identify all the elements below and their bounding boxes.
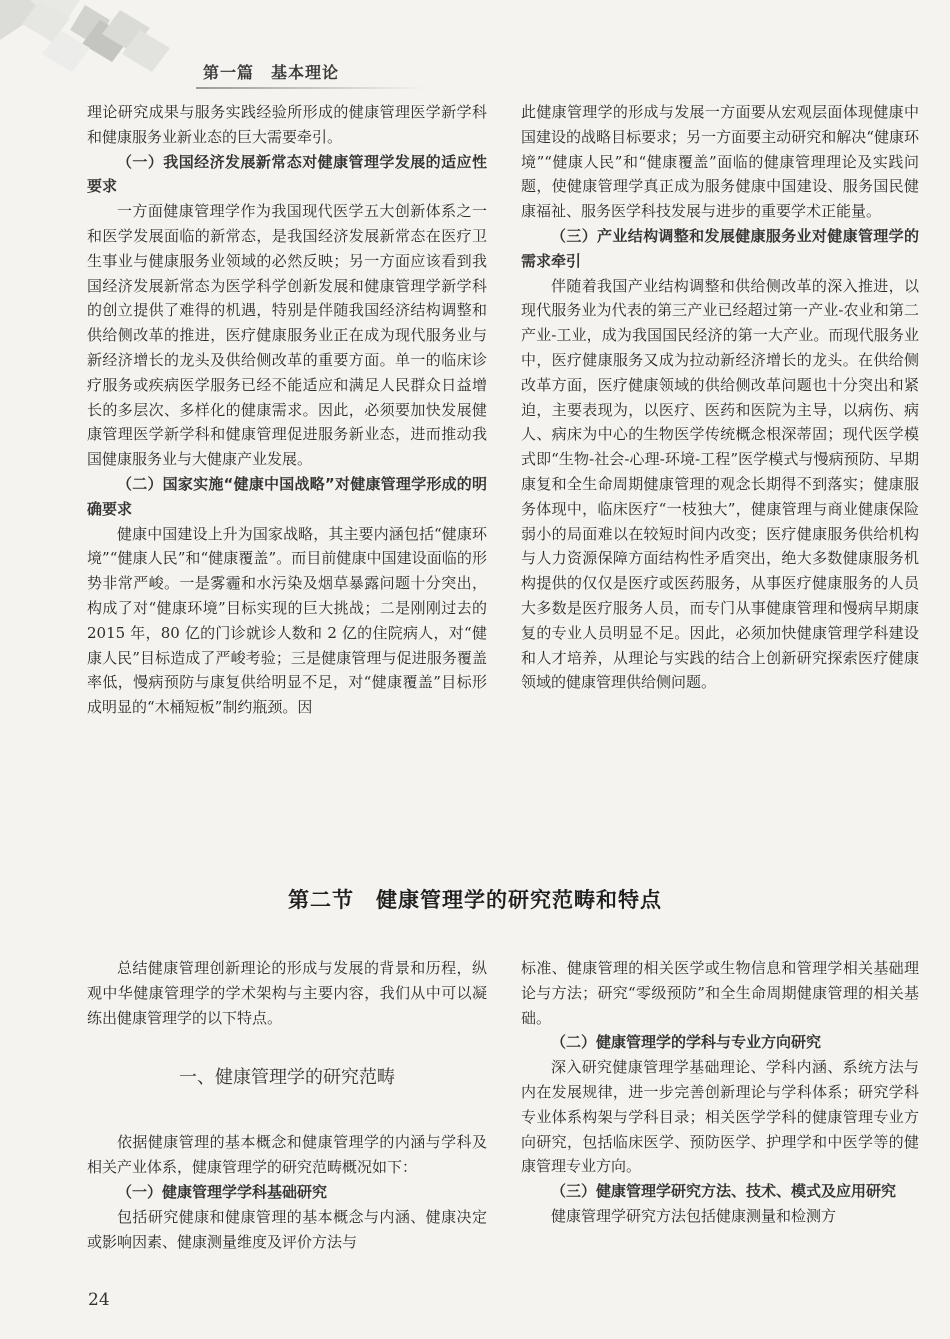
paragraph: 标准、健康管理的相关医学或生物信息和管理学相关基础理论与方法；研究“零级预防”和全生命周期健康管理的相关基础。: [521, 959, 919, 1027]
header-rule: [196, 87, 426, 89]
page-number: 24: [88, 1290, 110, 1310]
right-column-top: [521, 100, 919, 695]
paragraph: 健康管理学研究方法包括健康测量和检测方: [551, 1206, 837, 1225]
subsection-heading: （一）我国经济发展新常态对健康管理学发展的适应性要求: [87, 152, 487, 196]
left-column-top: [87, 100, 487, 720]
subsection-title: 一、健康管理学的研究范畴: [179, 1067, 395, 1088]
paragraph: 一方面健康管理学作为我国现代医学五大创新体系之一和医学发展面临的新常态，是我国经济发展新常态在医疗卫生事业与健康服务业领域的必然反映；另一方面应该看到我国经济发展新常态为医学科学创新发展和健康管理学新学科的创立提供了难得的机遇，特别是伴随我国经济结构调整和供给侧改革的推进，医疗健康服务业正在成为现代服务业与新经济增长的龙头及供给侧改革的重要方面。单一的临床诊疗服务或疾病医学服务已经不能适应和满足人民群众日益增长的多层次、多样化的健康需求。因此，必须要加快发展健康管理医学新学科和健康管理促进服务新业态，进而推动我国健康服务业与大健康产业发展。: [87, 202, 487, 469]
subsection-heading: （二）健康管理学的学科与专业方向研究: [551, 1033, 822, 1052]
left-column-bottom: [87, 956, 487, 1254]
paragraph: 包括研究健康和健康管理的基本概念与内涵、健康决定或影响因素、健康测量维度及评价方法与: [87, 1207, 487, 1251]
subsection-heading: （一）健康管理学学科基础研究: [117, 1182, 328, 1201]
paragraph: 依据健康管理的基本概念和健康管理学的内涵与学科及相关产业体系，健康管理学的研究范畴概况如下：: [87, 1133, 487, 1177]
subsection-heading: （二）国家实施“健康中国战略”对健康管理学形成的明确要求: [87, 474, 487, 518]
paragraph: 理论研究成果与服务实践经验所形成的健康管理医学新学科和健康服务业新业态的巨大需要牵引。: [87, 103, 487, 146]
paragraph: 伴随着我国产业结构调整和供给侧改革的深入推进，以现代服务业为代表的第三产业已经超过第一产业-农业和第二产业-工业，成为我国国民经济的第一大产业。而现代服务业中，医疗健康服务又成为拉动新经济增长的龙头。在供给侧改革方面，医疗健康领域的供给侧改革问题也十分突出和紧迫，主要表现为，以医疗、医药和医院为主导，以病伤、病人、病床为中心的生物医学传统概念根深蒂固；现代医学模式即“生物-社会-心理-环境-工程”医学模式与慢病预防、早期康复和全生命周期健康管理的观念长期得不到落实；健康服务体现中，临床医疗“一枝独大”，健康管理与商业健康保险弱小的局面难以在较短时间内改变；医疗健康服务供给机构与人力资源保障方面结构性矛盾突出，绝大多数健康服务机构提供的仅仅是医疗或医药服务，从事医疗健康服务的人员大多数是医疗服务人员，而专门从事健康管理和慢病早期康复的专业人员明显不足。因此，必须加快健康管理学科建设和人才培养，从理论与实践的结合上创新研究探索医疗健康领域的健康管理供给侧问题。: [521, 276, 919, 692]
paragraph: 此健康管理学的形成与发展一方面要从宏观层面体现健康中国建设的战略目标要求；另一方面要主动研究和解决“健康环境”“健康人民”和“健康覆盖”面临的健康管理理论及实践问题，使健康管理学真正成为服务健康中国建设、服务国民健康福祉、服务医学科技发展与进步的重要学术正能量。: [521, 103, 919, 221]
right-column-bottom: [521, 956, 919, 1229]
paragraph: 总结健康管理创新理论的形成与发展的背景和历程，纵观中华健康管理学的学术架构与主要内容，我们从中可以凝练出健康管理学的以下特点。: [87, 959, 487, 1027]
corner-decoration: [0, 0, 190, 90]
paragraph: 健康中国建设上升为国家战略，其主要内涵包括“健康环境”“健康人民”和“健康覆盖”。而目前健康中国建设面临的形势非常严峻。一是雾霾和水污染及烟草暴露问题十分突出，构成了对“健康环境”目标实现的巨大挑战；二是刚刚过去的 2015 年，80 亿的门诊就诊人数和 2 亿的住院病人，对“健康人民”目标造成了严峻考验；三是健康管理与促进服务覆盖率低，慢病预防与康复供给明显不足，对“健康覆盖”目标形成明显的“木桶短板”制约瓶颈。因: [87, 524, 487, 717]
section-title: 第二节 健康管理学的研究范畴和特点: [288, 887, 662, 912]
subsection-heading: （三）产业结构调整和发展健康服务业对健康管理学的需求牵引: [521, 226, 919, 270]
running-header: 第一篇 基本理论: [203, 63, 340, 82]
paragraph: 深入研究健康管理学基础理论、学科内涵、系统方法与内在发展规律，进一步完善创新理论与学科体系；研究学科专业体系构架与学科目录；相关医学学科的健康管理专业方向研究，包括临床医学、预防医学、护理学和中医学等的健康管理专业方向。: [521, 1058, 919, 1176]
subsection-heading: （三）健康管理学研究方法、技术、模式及应用研究: [551, 1182, 897, 1201]
